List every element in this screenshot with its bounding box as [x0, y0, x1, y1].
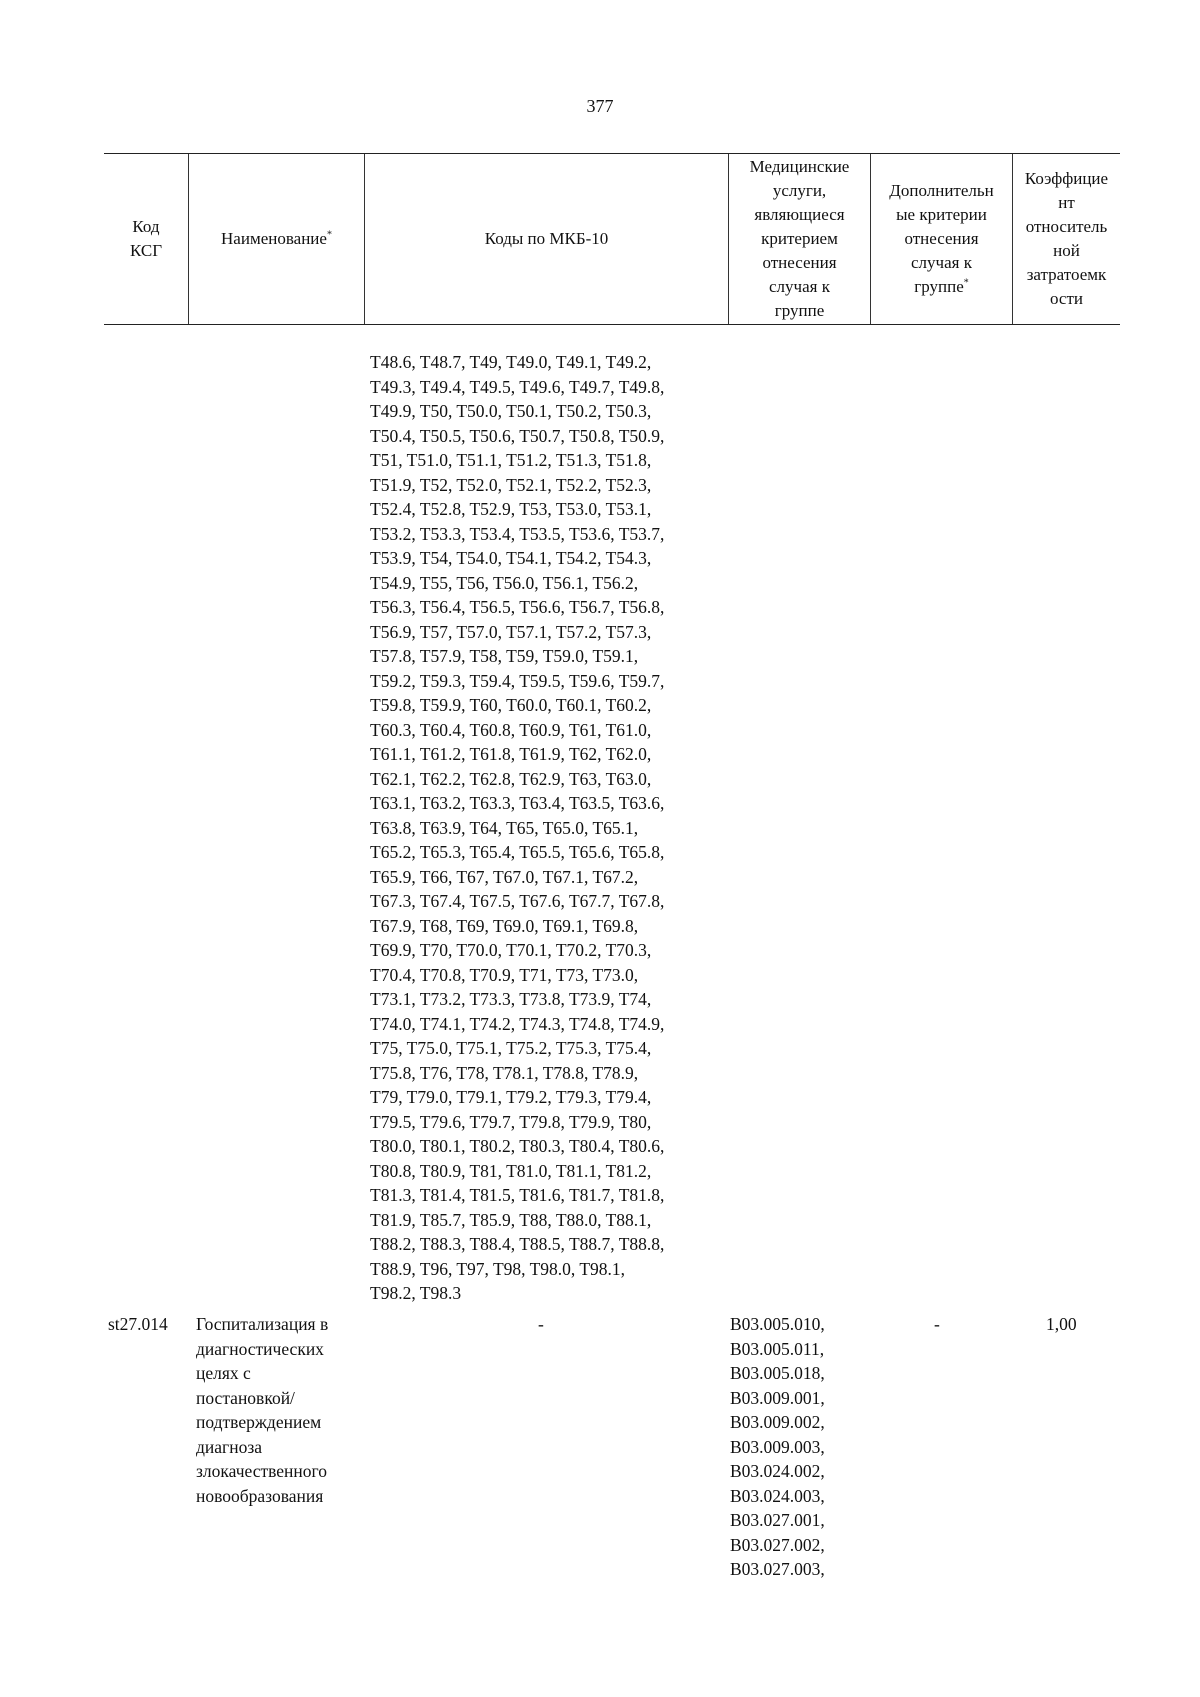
mkb-code-line: T53.2, T53.3, T53.4, T53.5, T53.6, T53.7, — [370, 523, 665, 544]
mkb-code-line: T56.3, T56.4, T56.5, T56.6, T56.7, T56.8, — [370, 597, 665, 617]
mkb-code-line: T88.9, T96, T97, T98, T98.0, T98.1, — [370, 1258, 626, 1279]
mkb-code-line: T51.9, T52, T52.0, T52.1, T52.2, T52.3, — [370, 474, 652, 495]
mkb-code-line: T53.9, T54, T54.0, T54.1, T54.2, T54.3, — [370, 548, 652, 568]
header-extra-line: Дополнительн — [889, 181, 994, 200]
page-number: 377 — [586, 96, 614, 116]
mkb-code-line: T79.5, T79.6, T79.7, T79.8, T79.9, T80, — [370, 1111, 652, 1132]
header-services-line: случая к — [769, 277, 830, 296]
header-coeff-line: Коэффицие — [1024, 169, 1109, 188]
header-extra-line: ые критерии — [896, 205, 987, 224]
header-coefficient — [1012, 154, 1120, 324]
header-services-line: услуги, — [772, 181, 827, 200]
mkb-code-line: T50.4, T50.5, T50.6, T50.7, T50.8, T50.9, — [370, 425, 665, 446]
header-coeff-line: затратоемк — [1026, 265, 1107, 284]
mkb-code-line: T98.2, T98.3 — [370, 1283, 462, 1303]
service-code-line: B03.027.001, — [730, 1510, 825, 1530]
service-code-line: B03.005.010, — [730, 1314, 825, 1334]
asterisk-mark: * — [963, 277, 969, 289]
mkb-code-line: T60.3, T60.4, T60.8, T60.9, T61, T61.0, — [370, 719, 652, 740]
mkb-code-line: T49.9, T50, T50.0, T50.1, T50.2, T50.3, — [370, 401, 652, 421]
mkb-code-line: T65.9, T66, T67, T67.0, T67.1, T67.2, — [370, 866, 639, 887]
mkb-code-line: T79, T79.0, T79.1, T79.2, T79.3, T79.4, — [370, 1087, 652, 1107]
mkb-codes-continuation — [370, 350, 730, 1306]
header-medical-services — [728, 154, 870, 324]
header-coeff-line: относитель — [1025, 217, 1108, 236]
service-code-line: B03.027.002, — [730, 1534, 825, 1555]
mkb-code-line: T65.2, T65.3, T65.4, T65.5, T65.6, T65.8, — [370, 842, 665, 862]
header-extra-line: отнесения — [904, 229, 979, 248]
table-header — [104, 153, 1120, 325]
mkb-code-line: T52.4, T52.8, T52.9, T53, T53.0, T53.1, — [370, 499, 652, 519]
header-code-line: Код — [132, 217, 160, 236]
mkb-code-line: T80.0, T80.1, T80.2, T80.3, T80.4, T80.6, — [370, 1136, 665, 1156]
header-code-ksg — [104, 154, 188, 324]
header-coeff-line: ной — [1053, 241, 1080, 260]
row-name-line: злокачественного — [196, 1461, 328, 1481]
row-name-line: новообразования — [196, 1485, 324, 1506]
service-code-line: B03.024.003, — [730, 1485, 825, 1506]
row-ksg-code: st27.014 — [108, 1314, 168, 1334]
service-code-line: B03.009.001, — [730, 1387, 825, 1408]
row-name-line: подтверждением — [196, 1412, 322, 1432]
header-services-line: отнесения — [762, 253, 837, 272]
mkb-code-line: T63.8, T63.9, T64, T65, T65.0, T65.1, — [370, 817, 639, 838]
header-extra-last: группе — [914, 277, 964, 296]
mkb-code-line: T62.1, T62.2, T62.8, T62.9, T63, T63.0, — [370, 768, 652, 789]
header-coeff-line: нт — [1058, 193, 1075, 212]
mkb-code-line: T67.3, T67.4, T67.5, T67.6, T67.7, T67.8, — [370, 891, 665, 911]
mkb-code-line: T63.1, T63.2, T63.3, T63.4, T63.5, T63.6, — [370, 793, 665, 813]
row-name-line: Госпитализация в — [196, 1314, 329, 1334]
mkb-code-line: T81.9, T85.7, T85.9, T88, T88.0, T88.1, — [370, 1209, 652, 1230]
mkb-code-line: T59.8, T59.9, T60, T60.0, T60.1, T60.2, — [370, 695, 652, 715]
row-name-line: диагноза — [196, 1436, 263, 1457]
header-name — [188, 154, 364, 324]
service-code-line: B03.024.002, — [730, 1461, 825, 1481]
mkb-code-line: T73.1, T73.2, T73.3, T73.8, T73.9, T74, — [370, 989, 652, 1009]
header-mkb-codes — [364, 154, 728, 324]
row-name-line: постановкой/ — [196, 1387, 295, 1408]
mkb-code-line: T70.4, T70.8, T70.9, T71, T73, T73.0, — [370, 964, 639, 985]
mkb-code-line: T48.6, T48.7, T49, T49.0, T49.1, T49.2, — [370, 352, 652, 372]
header-services-line: Медицинские — [749, 157, 850, 176]
mkb-code-line: T61.1, T61.2, T61.8, T61.9, T62, T62.0, — [370, 744, 652, 764]
service-code-line: B03.009.002, — [730, 1412, 825, 1432]
mkb-code-line: T80.8, T80.9, T81, T81.0, T81.1, T81.2, — [370, 1160, 652, 1181]
mkb-code-line: T74.0, T74.1, T74.2, T74.3, T74.8, T74.9, — [370, 1013, 665, 1034]
header-services-line: являющиеся — [754, 205, 845, 224]
service-code-line: B03.005.018, — [730, 1363, 825, 1383]
mkb-code-line: T54.9, T55, T56, T56.0, T56.1, T56.2, — [370, 572, 639, 593]
mkb-code-line: T59.2, T59.3, T59.4, T59.5, T59.6, T59.7, — [370, 670, 665, 691]
header-additional-criteria — [870, 154, 1012, 324]
mkb-code-line: T69.9, T70, T70.0, T70.1, T70.2, T70.3, — [370, 940, 652, 960]
header-extra-line: случая к — [911, 253, 972, 272]
service-code-line: B03.005.011, — [730, 1338, 825, 1359]
mkb-code-line: T75.8, T76, T78, T78.1, T78.8, T78.9, — [370, 1062, 639, 1083]
mkb-code-line: T56.9, T57, T57.0, T57.1, T57.2, T57.3, — [370, 621, 652, 642]
header-services-line: группе — [774, 301, 825, 320]
mkb-code-line: T81.3, T81.4, T81.5, T81.6, T81.7, T81.8, — [370, 1185, 665, 1205]
row-mkb-codes: - — [538, 1314, 544, 1334]
row-additional-criteria: - — [934, 1314, 940, 1334]
header-services-line: критерием — [761, 229, 838, 248]
mkb-code-line: T67.9, T68, T69, T69.0, T69.1, T69.8, — [370, 915, 639, 936]
service-code-line: B03.009.003, — [730, 1436, 825, 1457]
mkb-code-line: T88.2, T88.3, T88.4, T88.5, T88.7, T88.8, — [370, 1234, 665, 1254]
row-name — [196, 1312, 376, 1508]
header-mkb-text: Коды по МКБ-10 — [484, 229, 609, 248]
mkb-code-line: T49.3, T49.4, T49.5, T49.6, T49.7, T49.8, — [370, 376, 665, 397]
row-name-line: целях с — [196, 1363, 251, 1383]
row-coefficient: 1,00 — [1046, 1314, 1077, 1334]
row-name-line: диагностических — [196, 1338, 324, 1359]
header-name-text: Наименование — [221, 229, 327, 248]
header-code-line: КСГ — [129, 241, 163, 260]
mkb-code-line: T51, T51.0, T51.1, T51.2, T51.3, T51.8, — [370, 450, 652, 470]
header-extra-line — [871, 275, 1012, 299]
mkb-code-line: T75, T75.0, T75.1, T75.2, T75.3, T75.4, — [370, 1038, 652, 1058]
header-coeff-line: ости — [1050, 289, 1083, 308]
mkb-code-line: T57.8, T57.9, T58, T59, T59.0, T59.1, — [370, 646, 639, 666]
asterisk-mark: * — [326, 229, 332, 241]
service-code-line: B03.027.003, — [730, 1559, 825, 1579]
row-medical-services — [730, 1312, 825, 1582]
